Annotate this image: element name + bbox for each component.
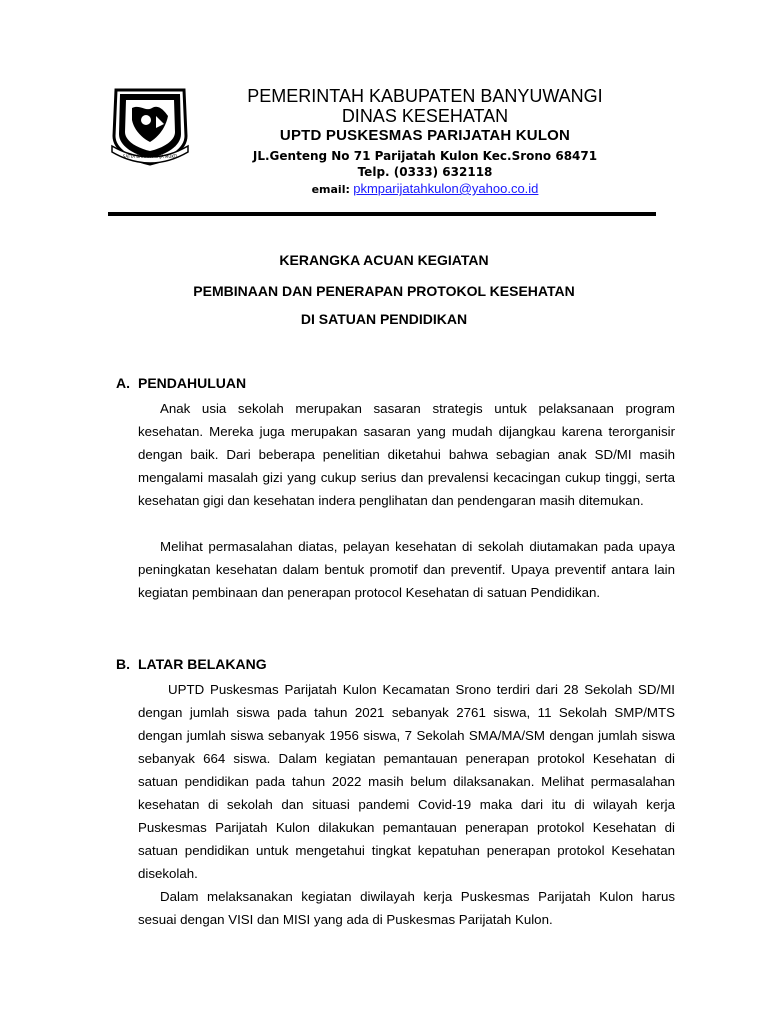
address: JL.Genteng No 71 Parijatah Kulon Kec.Srono 68471 — [252, 149, 598, 163]
section-heading-a — [116, 375, 246, 391]
agency-name: DINAS KESEHATAN — [341, 106, 509, 126]
paragraph: Dalam melaksanakan kegiatan diwilayah kerja Puskesmas Parijatah Kulon harus sesuai dengan VISI dan MISI yang ada di Puskesmas Parijatah Kulon. — [138, 889, 675, 927]
paragraph: Anak usia sekolah merupakan sasaran strategis untuk pelaksanaan program kesehatan. Mereka juga merupakan sasaran yang mudah dijangkau karena terorganisir dengan baik. Dari beberapa penelitian diketahui bahwa sebagian anak SD/MI masih mengalami masalah gizi yang cukup serius dan prevalensi kecacingan cukup tinggi, serta kesehatan gigi dan kesehatan indera penglihatan dan pendengaran masih ditemukan. — [138, 401, 675, 508]
section-title: LATAR BELAKANG — [138, 656, 267, 672]
document-subtitle: PEMBINAAN DAN PENERAPAN PROTOKOL KESEHATAN — [193, 283, 575, 299]
paragraph: Melihat permasalahan diatas, pelayan kesehatan di sekolah diutamakan pada upaya peningkatan kesehatan dalam bentuk promotif dan preventif. Upaya preventif antara lain kegiatan pembinaan dan penerapan protocol Kesehatan di satuan Pendidikan. — [138, 539, 675, 600]
document-subtitle-2: DI SATUAN PENDIDIKAN — [300, 311, 468, 327]
section-letter: A. — [116, 375, 130, 391]
document-title: KERANGKA ACUAN KEGIATAN — [279, 252, 489, 268]
banyuwangi-regency-seal-icon — [106, 86, 194, 166]
phone: Telp. (0333) 632118 — [357, 165, 493, 179]
unit-name: UPTD PUSKESMAS PARIJATAH KULON — [279, 127, 571, 144]
email-label: email: — [311, 183, 350, 196]
section-title: PENDAHULUAN — [138, 375, 247, 391]
government-name: PEMERINTAH KABUPATEN BANYUWANGI — [247, 86, 603, 106]
email-line — [200, 181, 650, 196]
letterhead-divider — [108, 212, 656, 216]
paragraph: UPTD Puskesmas Parijatah Kulon Kecamatan Srono terdiri dari 28 Sekolah SD/MI dengan jumlah siswa pada tahun 2021 sebanyak 2761 siswa, 11 Sekolah SMP/MTS dengan jumlah siswa sebanyak 1956 siswa, 7 Sekolah SMA/MA/SM dengan jumlah siswa sebanyak 664 siswa. Dalam kegiatan pemantauan penerapan protokol Kesehatan di satuan pendidikan pada tahun 2022 masih belum dilaksanakan. Melihat permasalahan kesehatan di sekolah dan situasi pandemi Covid-19 maka dari itu di wilayah kerja Puskesmas Parijatah Kulon dilakukan pemantauan penerapan protokol Kesehatan di satuan pendidikan untuk mengetahui tingkat kepatuhan penerapan protokol Kesehatan disekolah. — [138, 682, 675, 881]
email-link[interactable]: pkmparijatahkulon@yahoo.co.id — [353, 181, 539, 196]
section-letter: B. — [116, 656, 130, 672]
section-heading-b — [116, 656, 267, 672]
seal-motto-text: SATYA BHAKTI PRAJA MUKTI — [122, 154, 178, 159]
